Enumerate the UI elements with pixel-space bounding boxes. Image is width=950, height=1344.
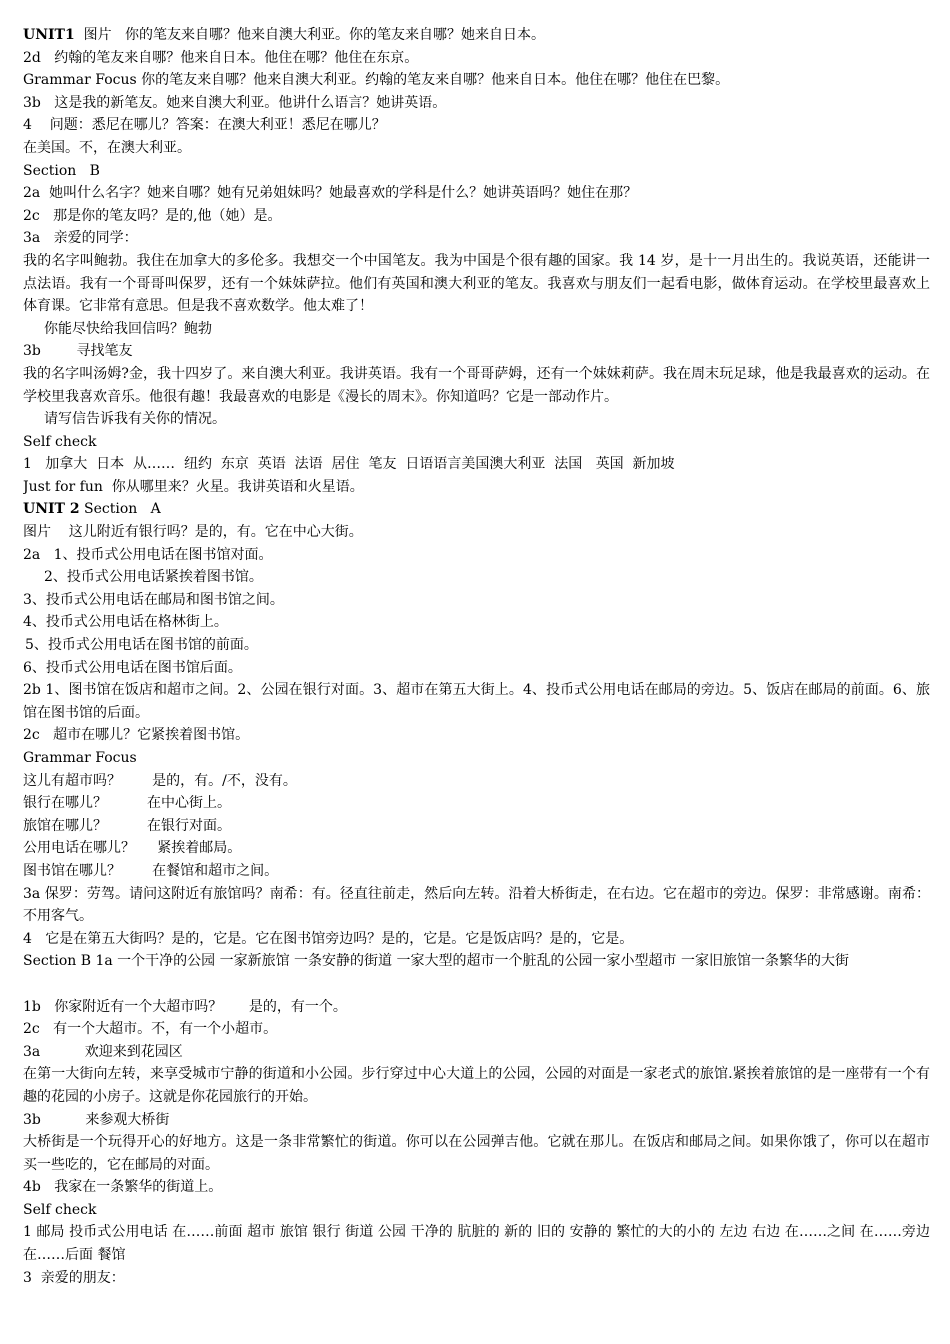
text-line — [23, 544, 930, 567]
document-page — [23, 24, 930, 1289]
line-text: Section A — [79, 501, 161, 518]
line-text: 3 亲爱的朋友： — [23, 1269, 125, 1286]
line-text: 在美国。不，在澳大利亚。 — [23, 139, 191, 156]
line-text: 你能尽快给我回信吗？鲍勃 — [44, 320, 212, 337]
line-text: 旅馆在哪儿？ 在银行对面。 — [23, 817, 232, 834]
line-text: Just for fun 你从哪里来？火星。我讲英语和火星语。 — [23, 478, 364, 495]
line-text: Section B 1a 一个干净的公园 一家新旅馆 一条安静的街道 一家大型的超市一个脏乱的公园一家小型超市 一家旧旅馆一条繁华的大街 — [23, 953, 849, 970]
text-paragraph — [23, 883, 930, 928]
text-line — [23, 815, 930, 838]
text-line — [23, 114, 930, 137]
line-text: 图片 这儿附近有银行吗？是的，有。它在中心大街。 — [23, 524, 363, 541]
text-line — [23, 69, 930, 92]
text-line — [23, 1041, 930, 1064]
line-text: Section B — [23, 162, 100, 179]
line-text: 3b 寻找笔友 — [23, 343, 133, 360]
line-text: 3a 亲爱的同学： — [23, 230, 138, 247]
text-paragraph — [23, 1063, 930, 1108]
text-line — [23, 611, 930, 634]
line-text: 4、投币式公用电话在格林街上。 — [23, 614, 228, 631]
text-line — [23, 340, 930, 363]
line-text: 我的名字叫鲍勃。我住在加拿大的多伦多。我想交一个中国笔友。我为中国是个很有趣的国家。我 14 岁，是十一月出生的。我说英语，还能讲一点法语。我有一个哥哥叫保罗，还有一个妹妹萨拉。他们有英国和澳大利亚的笔友。我喜欢与朋友们一起看电影，做体育运动。在学校里最喜欢上体育课。它非常有意思。但是我不喜欢数学。他太难了！ — [23, 252, 930, 315]
text-line — [23, 205, 930, 228]
text-line — [23, 747, 930, 770]
line-text: Self check — [23, 433, 97, 450]
line-text: 2a 1、投币式公用电话在图书馆对面。 — [23, 546, 273, 563]
line-text: 3b 来参观大桥街 — [23, 1111, 170, 1128]
line-text: Self check — [23, 1201, 97, 1218]
text-line — [23, 137, 930, 160]
text-paragraph — [23, 250, 930, 318]
line-text: 3b 这是我的新笔友。她来自澳大利亚。他讲什么语言？她讲英语。 — [23, 94, 447, 111]
line-text: 5、投币式公用电话在图书馆的前面。 — [25, 637, 258, 654]
line-text: 1 加拿大 日本 从…… 纽约 东京 英语 法语 居住 笔友 日语语言美国澳大利亚 法国 英国 新加坡 — [23, 456, 675, 473]
line-text: Grammar Focus 你的笔友来自哪？他来自澳大利亚。约翰的笔友来自哪？他来自日本。他住在哪？他住在巴黎。 — [23, 72, 730, 89]
text-line — [23, 453, 930, 476]
line-text: 6、投币式公用电话在图书馆后面。 — [23, 659, 242, 676]
text-line — [23, 408, 930, 431]
text-line — [23, 634, 930, 657]
text-line — [23, 996, 930, 1019]
text-line — [23, 724, 930, 747]
text-line — [23, 792, 930, 815]
line-text: 我的名字叫汤姆?金，我十四岁了。来自澳大利亚。我讲英语。我有一个哥哥萨姆，还有一个妹妹莉萨。我在周末玩足球，他是我最喜欢的运动。在学校里我喜欢音乐。他很有趣！我最喜欢的电影是《漫长的周末》。你知道吗？它是一部动作片。 — [23, 365, 930, 405]
line-text: 图书馆在哪儿？ 在餐馆和超市之间。 — [23, 862, 279, 879]
text-paragraph — [23, 679, 930, 724]
line-text: 4b 我家在一条繁华的街道上。 — [23, 1179, 223, 1196]
line-text: 3a 保罗：劳驾。请问这附近有旅馆吗？南希：有。径直往前走，然后向左转。沿着大桥街走，在右边。它在超市的旁边。保罗：非常感谢。南希：不用客气。 — [23, 885, 930, 925]
line-text: 4 问题：悉尼在哪儿？答案：在澳大利亚！悉尼在哪儿？ — [23, 117, 386, 134]
text-line — [23, 837, 930, 860]
text-line — [23, 657, 930, 680]
text-line — [23, 1018, 930, 1041]
line-text: 银行在哪儿？ 在中心街上。 — [23, 795, 232, 812]
line-text: 2c 超市在哪儿？它紧挨着图书馆。 — [23, 727, 250, 744]
line-text: Grammar Focus — [23, 750, 137, 767]
text-line — [23, 770, 930, 793]
text-line — [23, 24, 930, 47]
text-paragraph — [23, 363, 930, 408]
line-text: 在第一大街向左转，来享受城市宁静的街道和小公园。步行穿过中心大道上的公园，公园的对面是一家老式的旅馆.紧挨着旅馆的是一座带有一个有趣的花园的小房子。这就是你花园旅行的开始。 — [23, 1066, 930, 1105]
line-text: 2、投币式公用电话紧挨着图书馆。 — [44, 569, 263, 586]
text-line — [23, 431, 930, 454]
text-line — [23, 1267, 930, 1290]
unit-heading: UNIT 2 — [23, 501, 80, 518]
text-paragraph — [23, 1221, 930, 1266]
line-text: 2a 她叫什么名字？她来自哪？她有兄弟姐妹吗？她最喜欢的学科是什么？她讲英语吗？她住在那？ — [23, 185, 638, 202]
text-line — [23, 1199, 930, 1222]
line-text: 4 它是在第五大街吗？是的，它是。它在图书馆旁边吗？是的，它是。它是饭店吗？是的，它是。 — [23, 930, 634, 947]
line-text: 1 邮局 投币式公用电话 在……前面 超市 旅馆 银行 街道 公园 干净的 肮脏的 新的 旧的 安静的 繁忙的大的小的 左边 右边 在……之间 在……旁边 在……后面 餐馆 — [23, 1224, 930, 1264]
text-line — [23, 498, 930, 521]
text-paragraph — [23, 1131, 930, 1176]
text-line — [23, 92, 930, 115]
line-text: 1b 你家附近有一个大超市吗？ 是的，有一个。 — [23, 998, 347, 1015]
text-line — [23, 47, 930, 70]
text-line — [23, 318, 930, 341]
text-line — [23, 1109, 930, 1132]
line-text: 公用电话在哪儿？ 紧挨着邮局。 — [23, 840, 242, 857]
line-text: 图片 你的笔友来自哪？他来自澳大利亚。你的笔友来自哪？她来自日本。 — [74, 27, 545, 43]
line-text: 2c 那是你的笔友吗？是的,他（她）是。 — [23, 207, 282, 224]
text-line — [23, 160, 930, 183]
text-line — [23, 589, 930, 612]
unit-heading: UNIT1 — [23, 27, 75, 43]
line-text: 3a 欢迎来到花园区 — [23, 1043, 183, 1060]
text-line — [23, 521, 930, 544]
line-text: 大桥街是一个玩得开心的好地方。这是一条非常繁忙的街道。你可以在公园弹吉他。它就在那儿。在饭店和邮局之间。如果你饿了，你可以在超市买一些吃的，它在邮局的对面。 — [23, 1134, 930, 1173]
line-text: 2c 有一个大超市。不，有一个小超市。 — [23, 1021, 278, 1038]
line-text: 2d 约翰的笔友来自哪？他来自日本。他住在哪？他住在东京。 — [23, 49, 419, 66]
text-line — [23, 182, 930, 205]
text-line — [23, 1176, 930, 1199]
text-line — [23, 566, 930, 589]
line-text: 3、投币式公用电话在邮局和图书馆之间。 — [23, 591, 284, 608]
text-line — [23, 928, 930, 951]
text-line — [23, 227, 930, 250]
text-paragraph — [23, 950, 930, 995]
line-text: 请写信告诉我有关你的情况。 — [44, 411, 226, 428]
text-line — [23, 860, 930, 883]
line-text: 这儿有超市吗？ 是的，有。/不，没有。 — [23, 772, 297, 789]
line-text: 2b 1、图书馆在饭店和超市之间。2、公园在银行对面。3、超市在第五大街上。4、投币式公用电话在邮局的旁边。5、饭店在邮局的前面。6、旅馆在图书馆的后面。 — [23, 682, 930, 721]
text-line — [23, 476, 930, 499]
